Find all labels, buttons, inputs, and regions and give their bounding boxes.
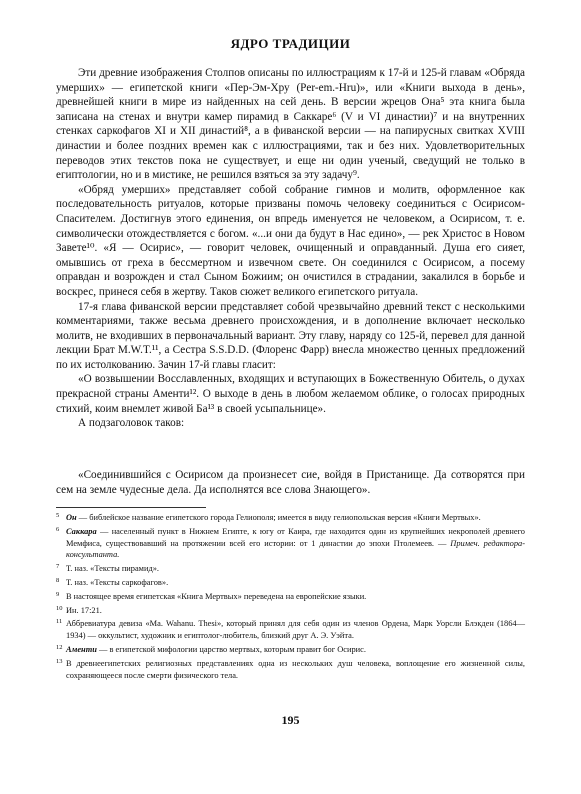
footnote-term: Он <box>66 513 77 522</box>
footnote-text: Т. наз. «Тексты пирамид». <box>66 564 160 574</box>
footnote-number: 9 <box>56 590 60 598</box>
footnote-5 <box>56 512 525 524</box>
paragraph-2: «Обряд умерших» представляет собой собрание гимнов и молитв, оформленное как последовательность ритуалов, которые призваны помочь человеку соединиться с Осирисом-Спасителем. Достигнув этого единения, он впредь именуется не человеком, а Осирисом, т. е. символически отождествляется с богом. «...и они да будут в Нас едино», — рек Христос в Новом Завете¹⁰. «Я — Осирис», — говорит человек, очищенный и оправданный. Душа его сияет, омывшись от греха в бессмертном и извечном свете. Он соединился с Осирисом, а посему оправдан и возрожден и стал Сыном Божиим; он очистился в страдании, закалился в борьбе и воскрес, принеся себя в жертву. Таков сюжет великого египетского ритуала. <box>56 183 525 298</box>
footnote-11 <box>56 618 525 642</box>
footnote-number: 7 <box>56 563 60 571</box>
footnote-8 <box>56 577 525 589</box>
footnote-12 <box>56 644 525 656</box>
footnote-text: В древнеегипетских религиозных представлениях одна из нескольких душ человека, воплощение его жизненной силы, сохраняющееся после смерти физического тела. <box>66 658 525 680</box>
footnote-text: — населенный пункт в Нижнем Египте, к югу от Каира, где находится один из крупнейших некрополей древнего Мемфиса, существовавший на протяжении всей его истории: от 1 династии до эпохи Птолемеев. — <box>66 526 525 548</box>
footnote-7 <box>56 563 525 575</box>
paragraph-3: 17-я глава фиванской версии представляет собой чрезвычайно древний текст с несколькими комментариями, также весьма древнего происхождения, и в дополнение включает несколько молитв, не входивших в первоначальный вариант. Эту главу, наряду со 125-й, перевел для данной лекции Брат M.W.T.¹¹, а Сестра S.S.D.D. (Флоренс Фарр) внесла множество ценных предложений по их истолкованию. Зачин 17-й главы гласит: <box>56 300 525 371</box>
block-quote <box>56 468 525 497</box>
footnote-number: 10 <box>56 604 63 612</box>
footnote-text: В настоящее время египетская «Книга Мертвых» переведена на европейские языки. <box>66 591 367 601</box>
footnote-editor-note: Примеч. редактора-консультанта. <box>66 538 526 560</box>
footnote-term: Аменти <box>66 644 97 654</box>
paragraph-1: Эти древние изображения Столпов описаны по иллюстрациям к 17-й и 125-й главам «Обряда умерших» — египетской книги «Пер-Эм-Хру (Per-em.-Hru)», или «Книги выхода в день», древнейшей книги в мире из найденных на сей день. В версии жрецов Она⁵ эта книга была записана на стенах и внутри камер пирамид в Саккаре⁶ (V и VI династии)⁷ и на внутренних стенках саркофагов XI и XII династий⁸, а в фиванской версии — на папирусных свитках XVIII династии и более поздних времен как с иллюстрациями, так и без них. Удовлетворительных переводов этих текстов пока не существует, и еще ни один ученый, сведущий не только в египтологии, но и в мистике, не решился взяться за эту задачу⁹. <box>56 67 525 182</box>
paragraph-5: А подзаголовок таков: <box>78 417 185 430</box>
footnote-number: 6 <box>56 525 60 533</box>
footnote-number: 5 <box>56 512 60 519</box>
quote-text: «Соединившийся с Осирисом да произнесет сие, войдя в Пристанище. Да сотворятся при сем на земле чудесные дела. Да исполнятся все слова Знающего». <box>56 469 525 496</box>
footnote-number: 8 <box>56 576 60 584</box>
footnote-13 <box>56 658 525 682</box>
paragraph-4: «О возвышении Восславленных, входящих и вступающих в Божественную Обитель, о духах прекрасной страны Аменти¹². О выходе в день в любом желаемом облике, о голосах природных стихий, коим внемлет живой Ба¹³ в своей усыпальнице». <box>56 373 525 415</box>
footnote-number: 13 <box>56 657 63 665</box>
footnote-separator <box>56 507 206 508</box>
footnote-text: Аббревиатура девиза «Ma. Wahanu. Thesi», который принял для себя один из членов Ордена, Марк Уорсли Блэкден (1864—1934) — оккультист, художник и египтолог-любитель, близкий друг А. Э. Уэйта. <box>66 619 525 641</box>
footnote-number: 12 <box>56 643 63 651</box>
footnote-text: — библейское название египетского города Гелиополя; имеется в виду гелиопольская версия «Книги Мертвых». <box>76 513 481 522</box>
footnote-text: Ин. 17:21. <box>66 605 102 615</box>
footnotes <box>56 512 525 683</box>
main-text <box>56 66 525 431</box>
footnote-text: Т. наз. «Тексты саркофагов». <box>66 577 169 587</box>
footnote-number: 11 <box>56 618 63 626</box>
footnote-text: — в египетской мифологии царство мертвых, которым правит бог Осирис. <box>96 644 366 654</box>
footnote-9 <box>56 591 525 603</box>
footnote-6 <box>56 526 525 561</box>
running-header: ЯДРО ТРАДИЦИИ <box>230 36 351 51</box>
footnote-10 <box>56 605 525 617</box>
footnote-term: Саккара <box>66 526 97 536</box>
page-number: 195 <box>281 713 300 727</box>
